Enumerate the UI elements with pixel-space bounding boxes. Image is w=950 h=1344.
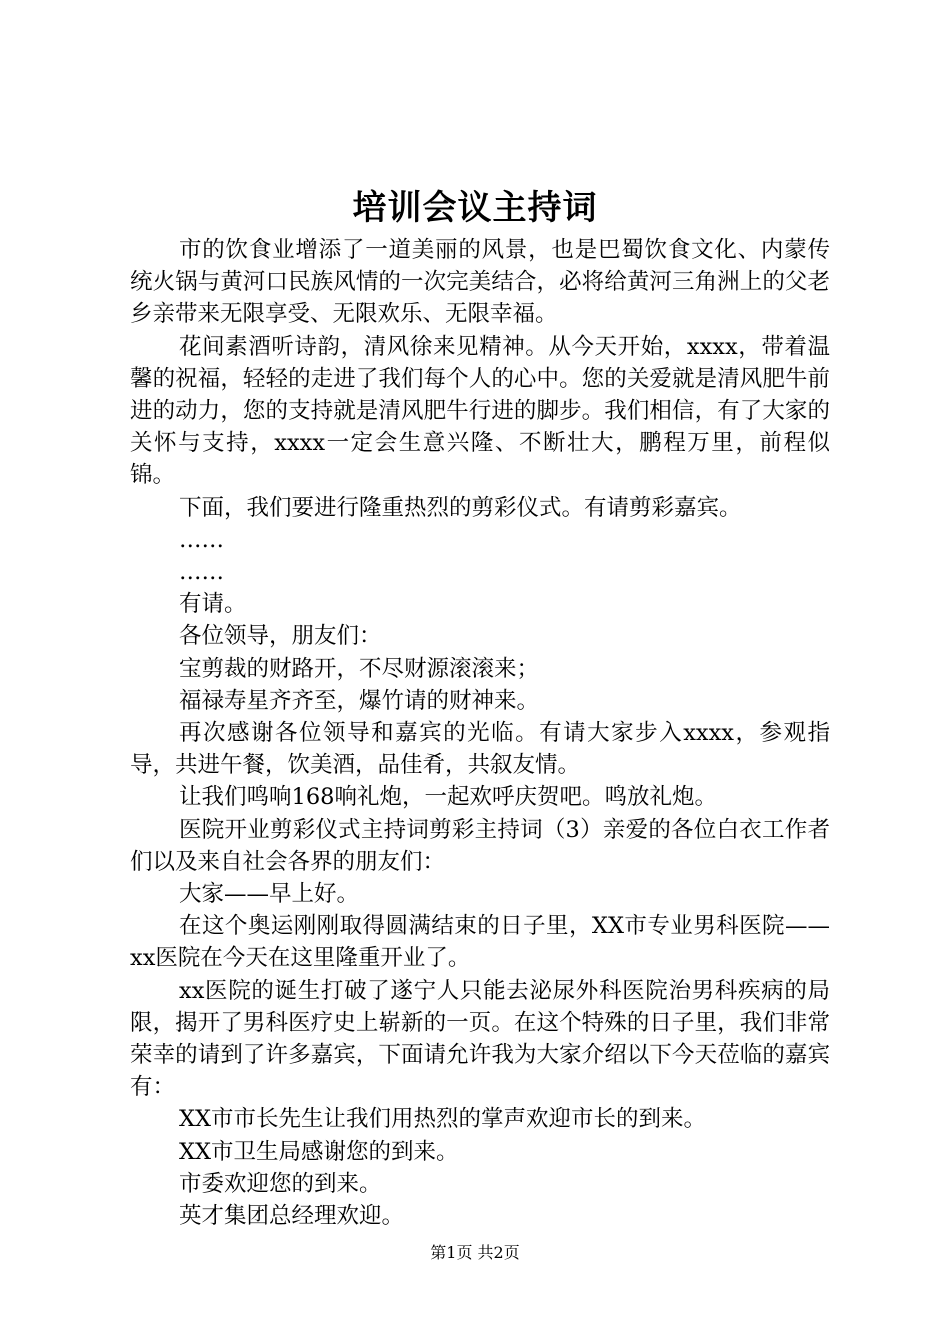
document-body	[130, 234, 830, 1232]
verse-line: 福禄寿星齐齐至，爆竹请的财神来。	[179, 687, 540, 714]
paragraph: 再次感谢各位领导和嘉宾的光临。有请大家步入xxxx，参观指导，共进午餐，饮美酒，品佳肴，共叙友情。	[130, 720, 830, 779]
ellipsis-line: ……	[179, 526, 224, 553]
paragraph: 医院开业剪彩仪式主持词剪彩主持词（3）亲爱的各位白衣工作者们以及来自社会各界的朋友们：	[130, 816, 830, 875]
paragraph: xx医院的诞生打破了遂宁人只能去泌尿外科医院治男科疾病的局限，揭开了男科医疗史上崭新的一页。在这个特殊的日子里，我们非常荣幸的请到了许多嘉宾，下面请允许我为大家介绍以下今天莅临的嘉宾有：	[130, 977, 830, 1101]
paragraph: 市的饮食业增添了一道美丽的风景，也是巴蜀饮食文化、内蒙传统火锅与黄河口民族风情的一次完美结合，必将给黄河三角洲上的父老乡亲带来无限享受、无限欢乐、无限幸福。	[130, 237, 830, 328]
paragraph: XX市市长先生让我们用热烈的掌声欢迎市长的到来。	[179, 1106, 707, 1133]
paragraph: 英才集团总经理欢迎。	[179, 1203, 405, 1230]
paragraph: 各位领导，朋友们：	[179, 623, 382, 650]
paragraph: 有请。	[179, 591, 247, 618]
document-title: 培训会议主持词	[352, 188, 598, 228]
paragraph: 市委欢迎您的到来。	[179, 1170, 382, 1197]
paragraph: 花间素酒听诗韵，清风徐来见精神。从今天开始，xxxx，带着温馨的祝福，轻轻的走进了我们每个人的心中。您的关爱就是清风肥牛前进的动力，您的支持就是清风肥牛行进的脚步。我们相信，有了大家的关怀与支持，xxxx一定会生意兴隆、不断壮大，鹏程万里，前程似锦。	[130, 333, 830, 489]
verse-line: 宝剪裁的财路开，不尽财源滚滚来；	[179, 655, 540, 682]
paragraph: XX市卫生局感谢您的到来。	[179, 1138, 459, 1165]
ellipsis-line: ……	[179, 559, 224, 586]
paragraph: 大家——早上好。	[179, 881, 360, 908]
paragraph: 下面，我们要进行隆重热烈的剪彩仪式。有请剪彩嘉宾。	[179, 494, 742, 521]
page-footer: 第1页 共2页	[430, 1243, 520, 1262]
paragraph: 让我们鸣响168响礼炮，一起欢呼庆贺吧。鸣放礼炮。	[179, 784, 717, 811]
paragraph: 在这个奥运刚刚取得圆满结束的日子里，XX市专业男科医院——xx医院在今天在这里隆重开业了。	[130, 913, 830, 972]
